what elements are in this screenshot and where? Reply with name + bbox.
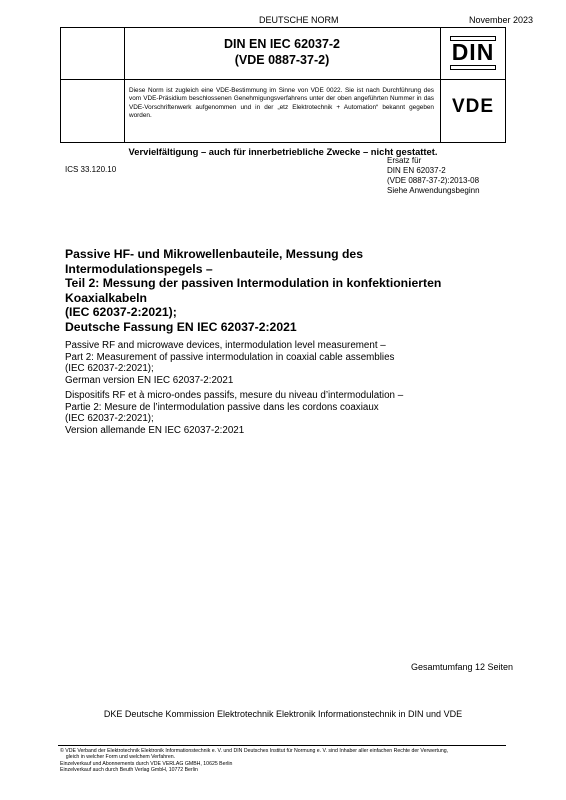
german-title	[65, 247, 535, 335]
vde-note: Diese Norm ist zugleich eine VDE-Bestimmung im Sinne von VDE 0022. Sie ist nach Durchführung des vom VDE-Präsidium beschlossenen Genehmigungsverfahrens unter der oben angeführten Nummer in das VDE-Vorschriftenwerk aufgenommen und in der „etz Elektrotechnik + Automation“ bekannt gegeben worden.	[129, 87, 434, 119]
english-title-line: German version EN IEC 62037-2:2021	[65, 374, 234, 386]
german-title-line: Teil 2: Messung der passiven Intermodulation in konfektionierten	[65, 276, 442, 291]
footer-rule	[58, 745, 506, 746]
replacement-line1: Ersatz für	[387, 156, 422, 165]
replacement-line4: Siehe Anwendungsbeginn	[387, 186, 480, 195]
french-title-line: Dispositifs RF et à micro-ondes passifs, mesure du niveau d’intermodulation –	[65, 390, 404, 401]
vde-logo: VDE	[451, 96, 495, 117]
document-code	[124, 37, 440, 67]
german-title-line: (IEC 62037-2:2021);	[65, 305, 177, 320]
english-title	[65, 340, 535, 386]
english-title-line: Part 2: Measurement of passive intermodulation in coaxial cable assemblies	[65, 351, 395, 363]
din-logo-text: DIN	[451, 39, 495, 65]
german-title-line: Passive HF- und Mikrowellenbauteile, Messung des	[65, 247, 363, 261]
document-code-line1: DIN EN IEC 62037-2	[223, 37, 341, 51]
footer-line: Einzelverkauf und Abonnements durch VDE VERLAG GMBH, 10625 Berlin	[60, 760, 233, 767]
norm-type: DEUTSCHE NORM	[259, 15, 339, 25]
french-title-line: Version allemande EN IEC 62037-2:2021	[65, 424, 245, 436]
footer-line: © VDE Verband der Elektrotechnik Elektronik Informationstechnik e. V. und DIN Deutsches Institut für Normung e. V. sind Inhaber aller einfachen Rechte der Verwertung,	[60, 748, 449, 754]
german-title-line: Koaxialkabeln	[65, 290, 147, 305]
ics-code: ICS 33.120.10	[65, 165, 117, 174]
english-title-line: (IEC 62037-2:2021);	[65, 363, 154, 374]
english-title-line: Passive RF and microwave devices, intermodulation level measurement –	[65, 340, 386, 351]
replacement-line2: DIN EN 62037-2	[387, 166, 446, 175]
document-code-line2: (VDE 0887-37-2)	[234, 53, 330, 67]
commission: DKE Deutsche Kommission Elektrotechnik Elektronik Informationstechnik in DIN und VDE	[103, 709, 463, 719]
french-title-line: Partie 2: Mesure de l’intermodulation passive dans les cordons coaxiaux	[65, 401, 379, 413]
publication-date: November 2023	[469, 15, 534, 25]
reproduction-notice: Vervielfältigung – auch für innerbetriebliche Zwecke – nicht gestattet.	[128, 146, 438, 157]
total-pages: Gesamtumfang 12 Seiten	[411, 662, 514, 672]
german-title-line: Deutsche Fassung EN IEC 62037-2:2021	[65, 319, 297, 334]
footer-line: Einzelverkauf auch durch Beuth Verlag GmbH, 10772 Berlin	[60, 767, 198, 774]
french-title	[65, 390, 535, 436]
german-title-line: Intermodulationspegels –	[65, 261, 213, 276]
french-title-line: (IEC 62037-2:2021);	[65, 413, 154, 424]
replacement-line3: (VDE 0887-37-2):2013-08	[387, 176, 480, 185]
footer-copyright	[60, 748, 530, 774]
replacement-info	[387, 156, 557, 196]
din-logo	[440, 27, 506, 79]
footer-line: gleich in welcher Form und welchem Verfahren.	[60, 754, 176, 761]
